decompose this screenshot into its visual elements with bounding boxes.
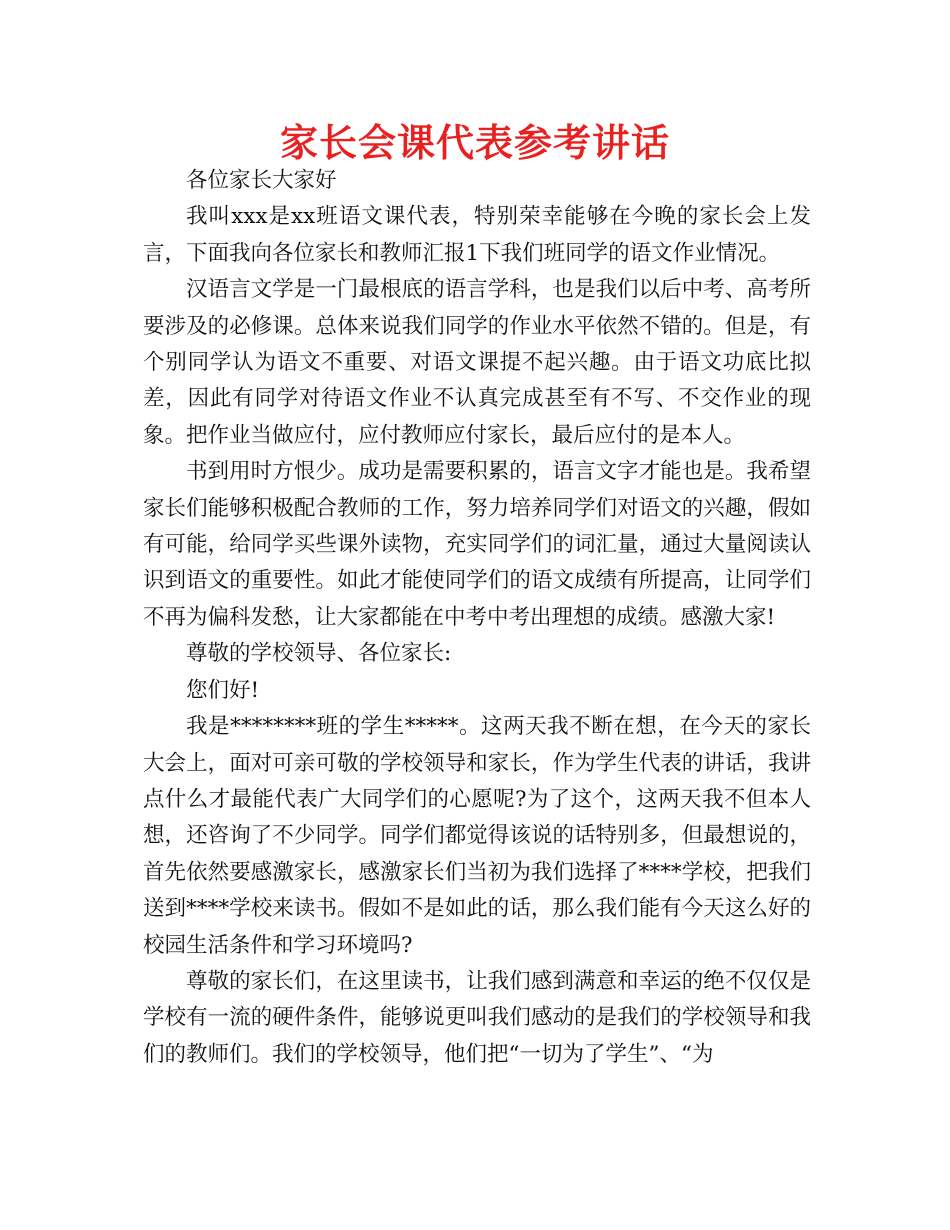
- paragraph-greeting: 您们好!: [186, 677, 260, 703]
- paragraph: 我叫xxx是xx班语文课代表，特别荣幸能够在今晚的家长会上发言，下面我向各位家长和教师汇报1下我们班同学的语文作业情况。: [143, 204, 811, 266]
- paragraph: 书到用时方恨少。成功是需要积累的，语言文字才能也是。我希望家长们能够积极配合教师的工作，努力培养同学们对语文的兴趣，假如有可能，给同学买些课外读物，充实同学们的词汇量，通过大量阅读认识到语文的重要性。如此才能使同学们的语文成绩有所提高，让同学们不再为偏科发愁，让大家都能在中考中考出理想的成绩。感激大家!: [143, 459, 811, 630]
- paragraph: 尊敬的家长们，在这里读书，让我们感到满意和幸运的绝不仅仅是学校有一流的硬件条件，能够说更叫我们感动的是我们的学校领导和我们的教师们。我们的学校领导，他们把“一切为了学生”、“为: [143, 968, 811, 1067]
- document-title: 家长会课代表参考讲话: [279, 121, 670, 165]
- paragraph-salutation: 尊敬的学校领导、各位家长:: [186, 641, 452, 667]
- document-body: [143, 163, 811, 1073]
- paragraph-greeting: 各位家长大家好: [186, 168, 337, 193]
- paragraph: 汉语言文学是一门最根底的语言学科，也是我们以后中考、高考所要涉及的必修课。总体来说我们同学的作业水平依然不错的。但是，有个别同学认为语文不重要、对语文课提不起兴趣。由于语文功底比拟差，因此有同学对待语文作业不认真完成甚至有不写、不交作业的现象。把作业当做应付，应付教师应付家长，最后应付的是本人。: [143, 277, 811, 448]
- paragraph: 我是********班的学生*****。这两天我不断在想，在今天的家长大会上，面对可亲可敬的学校领导和家长，作为学生代表的讲话，我讲点什么才最能代表广大同学们的心愿呢?为了这个，这两天我不但本人想，还咨询了不少同学。同学们都觉得该说的话特别多，但最想说的，首先依然要感激家长，感激家长们当初为我们选择了****学校，把我们送到****学校来读书。假如不是如此的话，那么我们能有今天这么好的校园生活条件和学习环境吗?: [143, 714, 811, 958]
